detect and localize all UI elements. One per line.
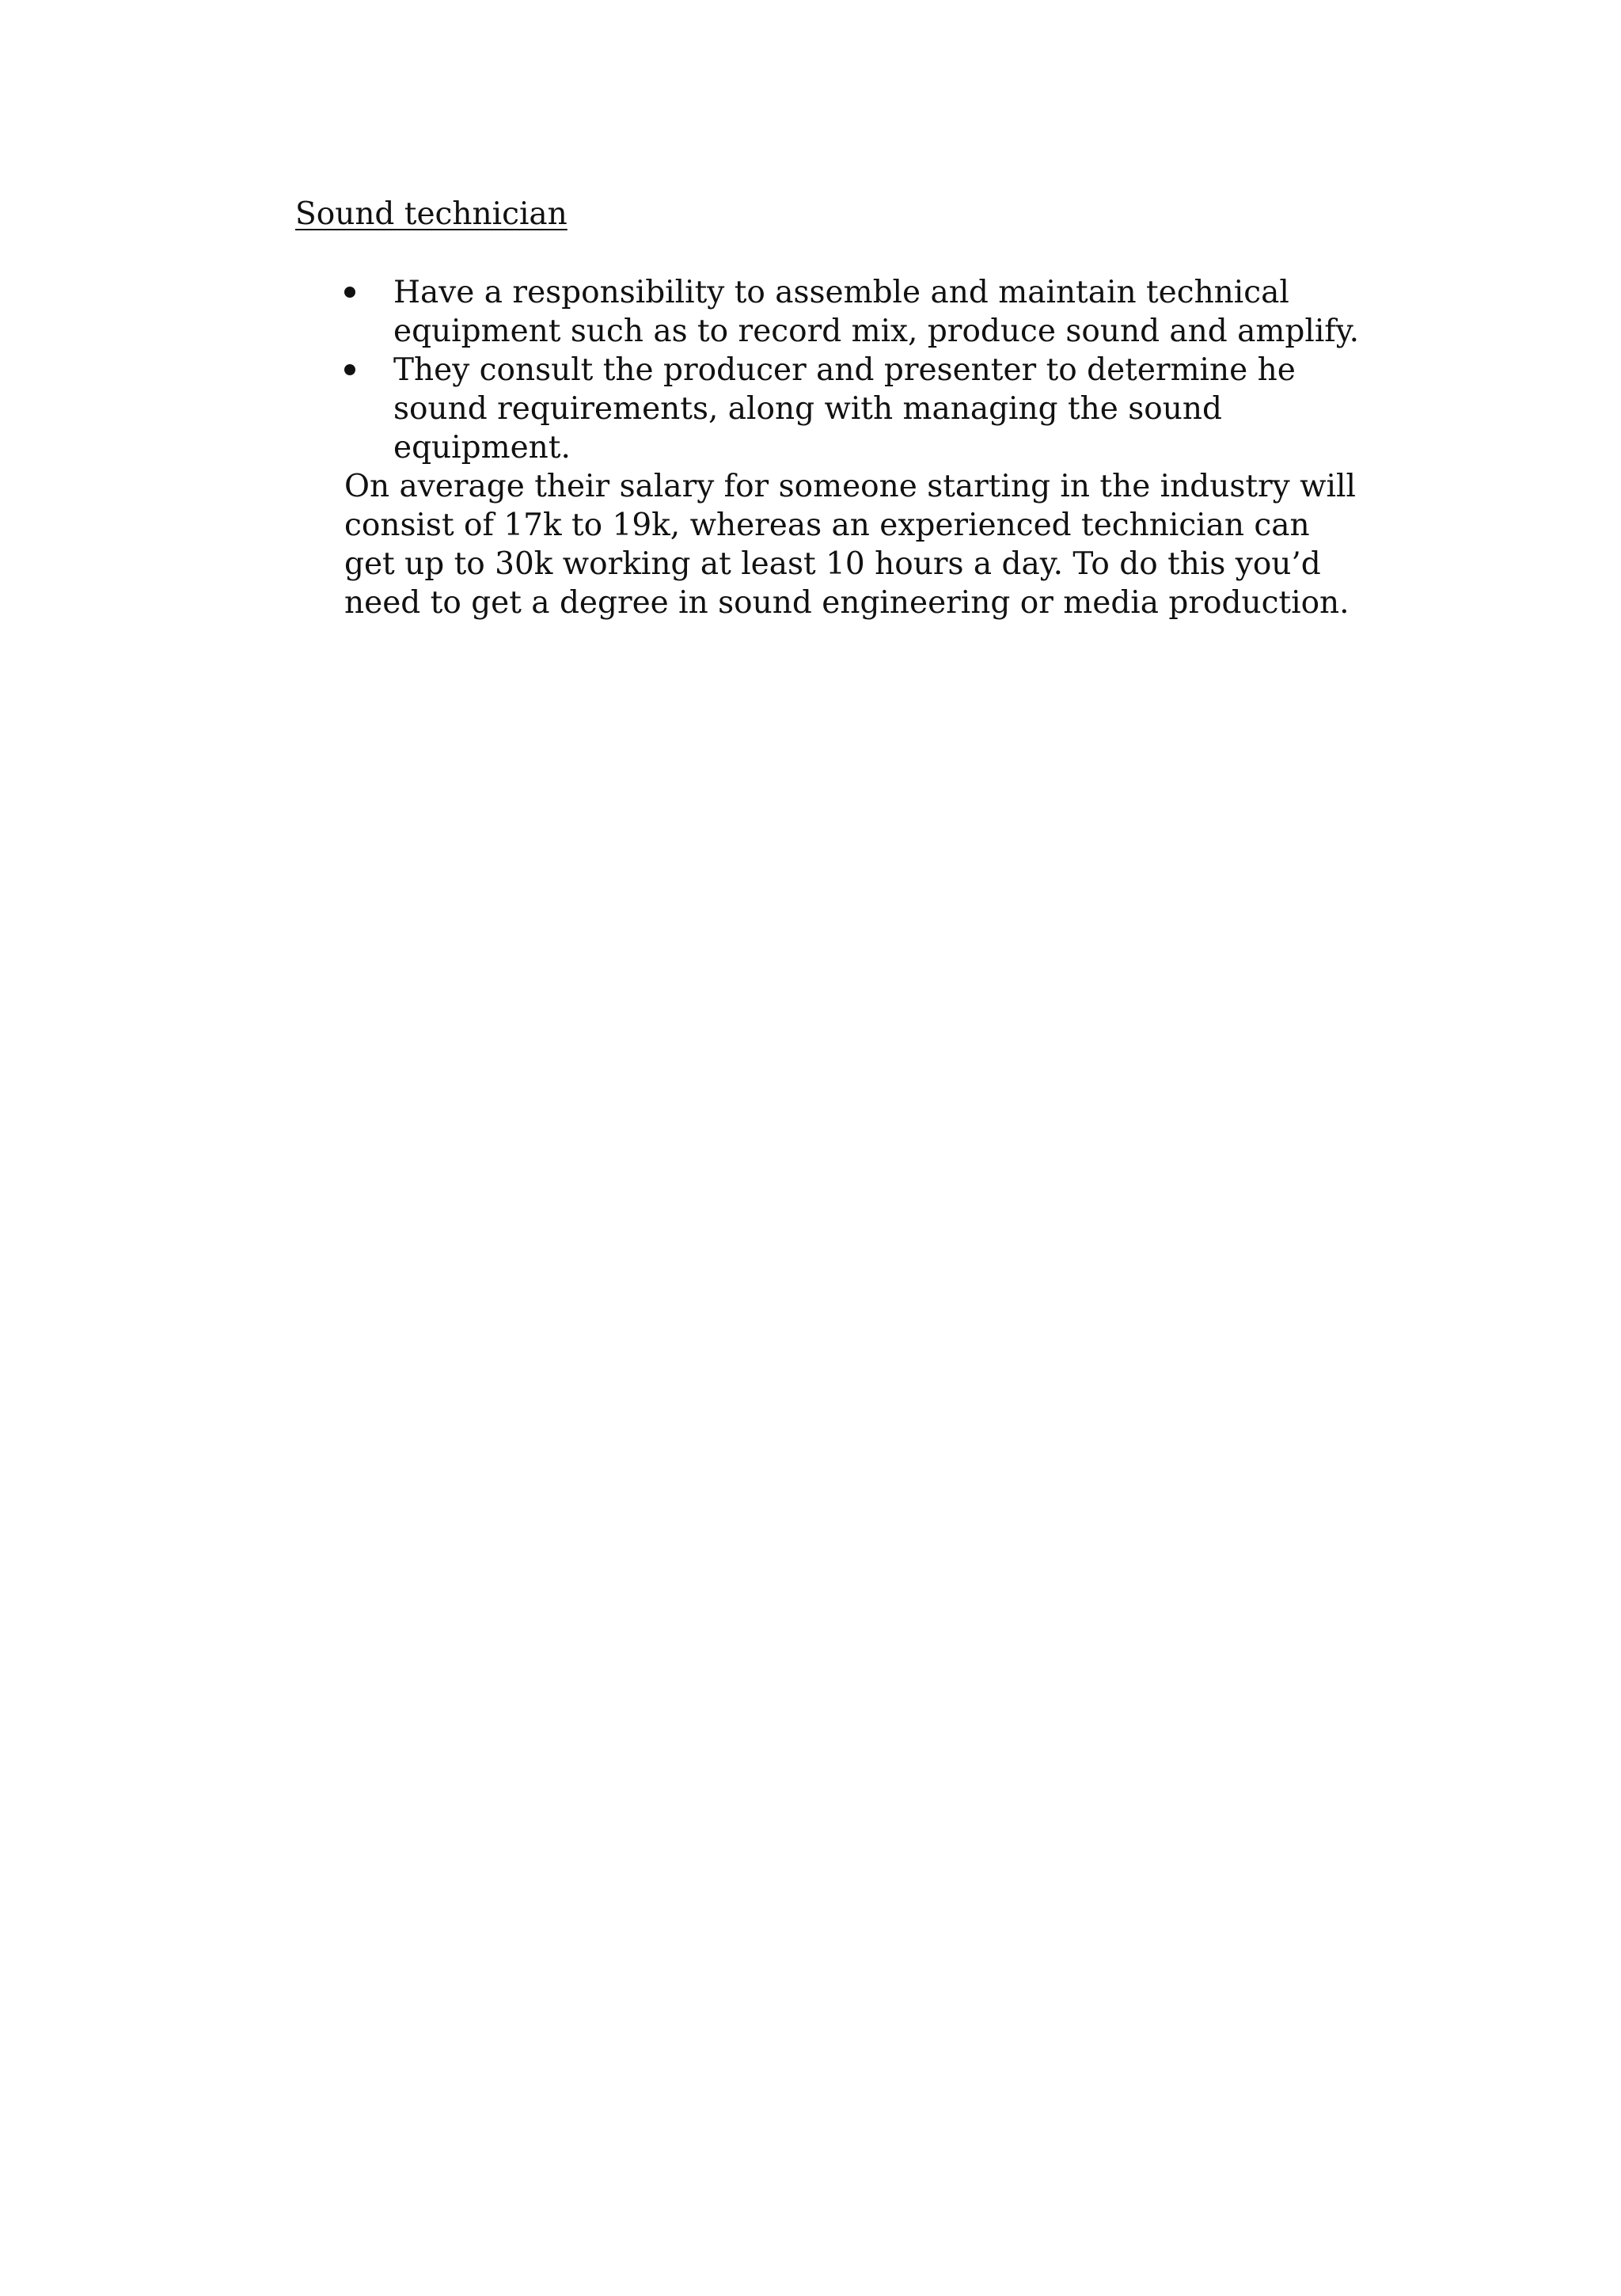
bullet-item: [344, 273, 1365, 351]
section-title: Sound technician: [295, 196, 568, 232]
bullet-text: They consult the producer and presenter to determine he sound requirements, along with managing the sound equipment.: [393, 352, 1296, 466]
bullet-text: Have a responsibility to assemble and maintain technical equipment such as to record mix, produce sound and amplify.: [393, 275, 1359, 349]
bullet-list: [344, 273, 1365, 467]
bullet-icon: [344, 364, 355, 375]
bullet-item: [344, 351, 1365, 467]
body-paragraph: On average their salary for someone starting in the industry will consist of 17k to 19k, whereas an experienced technician can get up to 30k working at least 10 hours a day. To do this you’d need to get a degree in sound engineering or media production.: [344, 469, 1356, 621]
bullet-icon: [344, 287, 355, 298]
